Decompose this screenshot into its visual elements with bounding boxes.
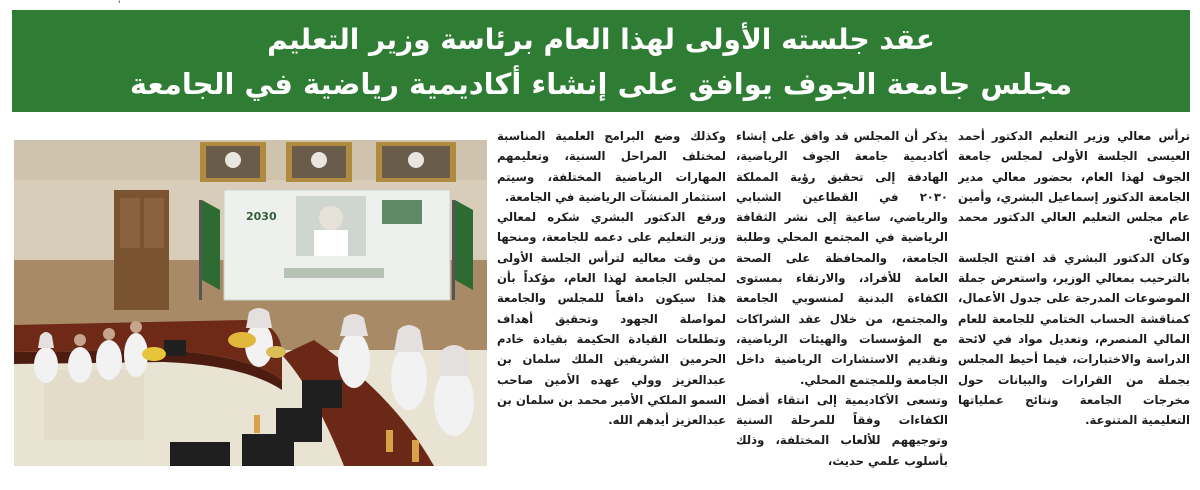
- portrait-frame: [286, 142, 352, 182]
- paragraph: يذكر أن المجلس قد وافق على إنشاء أكاديمية جامعة الجوف الرياضية، الهادفة إلى تحقيق رؤية المملكة ٢٠٣٠ في القطاعين الشبابي والرياضي، ساعية إلى نشر الثقافة الرياضية في المجتمع المحلي وطلبة الجامعة، والمحافظة على الصحة العامة للأفراد، والارتقاء بمستوى الكفاءة البدنية لمنسوبي الجامعة والمجتمع، من خلال عقد الشراكات مع المؤسسات والهيئات الرياضية، وتقديم الاستشارات الرياضية داخل الجامعة وللمجتمع المحلي.: [736, 129, 948, 387]
- article-column-1: [958, 126, 1190, 488]
- paragraph: وتسعى الأكاديمية إلى انتقاء أفضل الكفاءات وفقاً للمرحلة السنية وتوجيههم للألعاب المختلفة، وذلك بأسلوب علمي حديث،: [736, 392, 948, 468]
- paragraph: ترأس معالي وزير التعليم الدكتور أحمد العيسى الجلسة الأولى لمجلس جامعة الجوف لهذا العام، بحضور معالي مدير الجامعة الدكتور إسماعيل البشري، وأمين عام مجلس التعليم العالي الدكتور محمد الصالح.: [958, 129, 1190, 245]
- paragraph: ورفع الدكتور البشري شكره لمعالي وزير التعليم على دعمه للجامعة، ومنحها من وقت معاليه لترأس الجلسة الأولى لمجلس الجامعة لهذا العام، مؤكداً بأن هذا سيكون دافعاً للمجلس والجامعة لمواصلة الجهود وتحقيق أهداف وتطلعات القيادة الحكيمة بقيادة خادم الحرمين الشريفين الملك سلمان بن عبدالعزيز وولي عهده الأمين صاحب السمو الملكي الأمير محمد بن سلمان بن عبدالعزيز أيدهم الله.: [497, 210, 726, 428]
- vision-banner: [224, 190, 450, 300]
- portrait-frame: [376, 142, 456, 182]
- headline-line-1: عقد جلسته الأولى لهذا العام برئاسة وزير التعليم: [267, 23, 935, 56]
- headline-line-2: مجلس جامعة الجوف يوافق على إنشاء أكاديمية رياضية في الجامعة: [129, 67, 1073, 101]
- portrait-frame: [200, 142, 266, 182]
- article-column-2: [736, 126, 948, 488]
- page-corner-mark: ': [118, 0, 121, 10]
- paragraph: وكذلك وضع البرامج العلمية المناسبة لمختلف المراحل السنية، وتعليمهم المهارات الرياضية المختلفة، وسيتم استثمار المنشآت الرياضية في الجامعة.: [497, 129, 726, 204]
- vision-2030-label: 2030: [246, 210, 277, 223]
- headline-banner: [12, 10, 1190, 112]
- paragraph: وكان الدكتور البشري قد افتتح الجلسة بالترحيب بمعالي الوزير، واستعرض جملة الموضوعات المدرجة على جدول الأعمال، كمناقشة الحساب الختامي للجامعة للعام المالي المنصرم، وتعديل مواد في لائحة الدراسة والاختبارات، فيما أحيط المجلس بجملة من القرارات والبيانات حول مخرجات الجامعة ونتائج عملياتها التعليمية المتنوعة.: [958, 250, 1190, 428]
- meeting-photo: [14, 140, 487, 466]
- article-column-3: [497, 126, 726, 488]
